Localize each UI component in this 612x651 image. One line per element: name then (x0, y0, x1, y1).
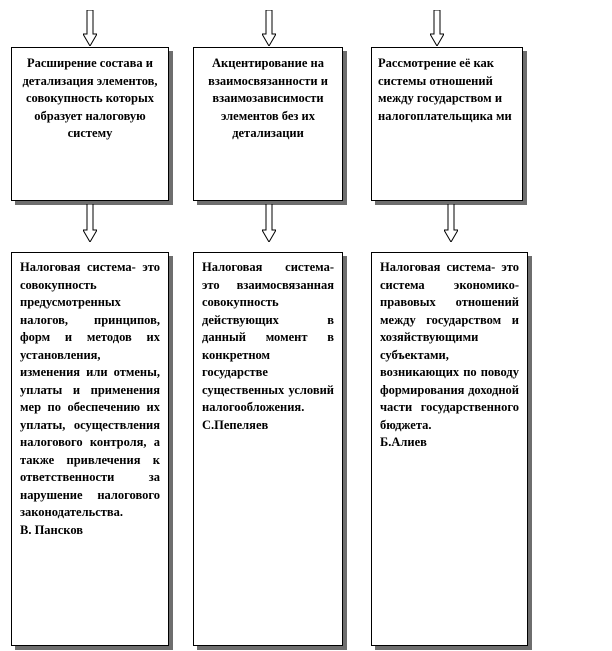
arrow-down-icon (444, 204, 458, 242)
arrow-down-icon (262, 10, 276, 46)
approach-box-1 (11, 47, 169, 201)
approach-text: Расширение состава и детализация элементов, совокупность которых образует налоговую систему (22, 56, 158, 140)
definition-body: Налоговая система- это система экономико-правовых отношений между государством и хозяйствующими субъектами, возникающих по поводу формирования доходной части государственного бюджета. (380, 260, 519, 432)
definition-author: Б.Алиев (380, 435, 427, 449)
arrow-down-icon (83, 204, 97, 242)
definition-author: В. Пансков (20, 522, 84, 537)
definition-box-2 (193, 252, 343, 646)
definition-text (194, 253, 342, 434)
approach-text: Акцентирование на взаимосвязанности и взаимозависимости элементов без их детализации (208, 56, 328, 140)
definition-body: Налоговая система- это взаимосвязанная совокупность действующих в данный момент в конкретном государстве существенных условий налогообложения. (202, 260, 334, 414)
definition-text (12, 253, 168, 539)
definition-author: С.Пепеляев (202, 417, 269, 432)
arrow-down-icon (262, 204, 276, 242)
approach-box-3 (371, 47, 523, 201)
arrow-down-icon (430, 10, 444, 46)
definition-box-3 (371, 252, 528, 646)
definition-box-1 (11, 252, 169, 646)
definition-text (372, 253, 527, 452)
arrow-down-icon (83, 10, 97, 46)
definition-body: Налоговая система- это совокупность предусмотренных налогов, принципов, форм и методов их установления, изменения или отмены, уплаты и применения мер по обеспечению их уплаты, осуществления налогового контроля, а также привлечения к ответственности за нарушение налогового законодательства. (20, 260, 160, 519)
approach-text: Рассмотрение её как системы отношений между государством и налогоплательщика ми (378, 56, 512, 123)
approach-box-2 (193, 47, 343, 201)
